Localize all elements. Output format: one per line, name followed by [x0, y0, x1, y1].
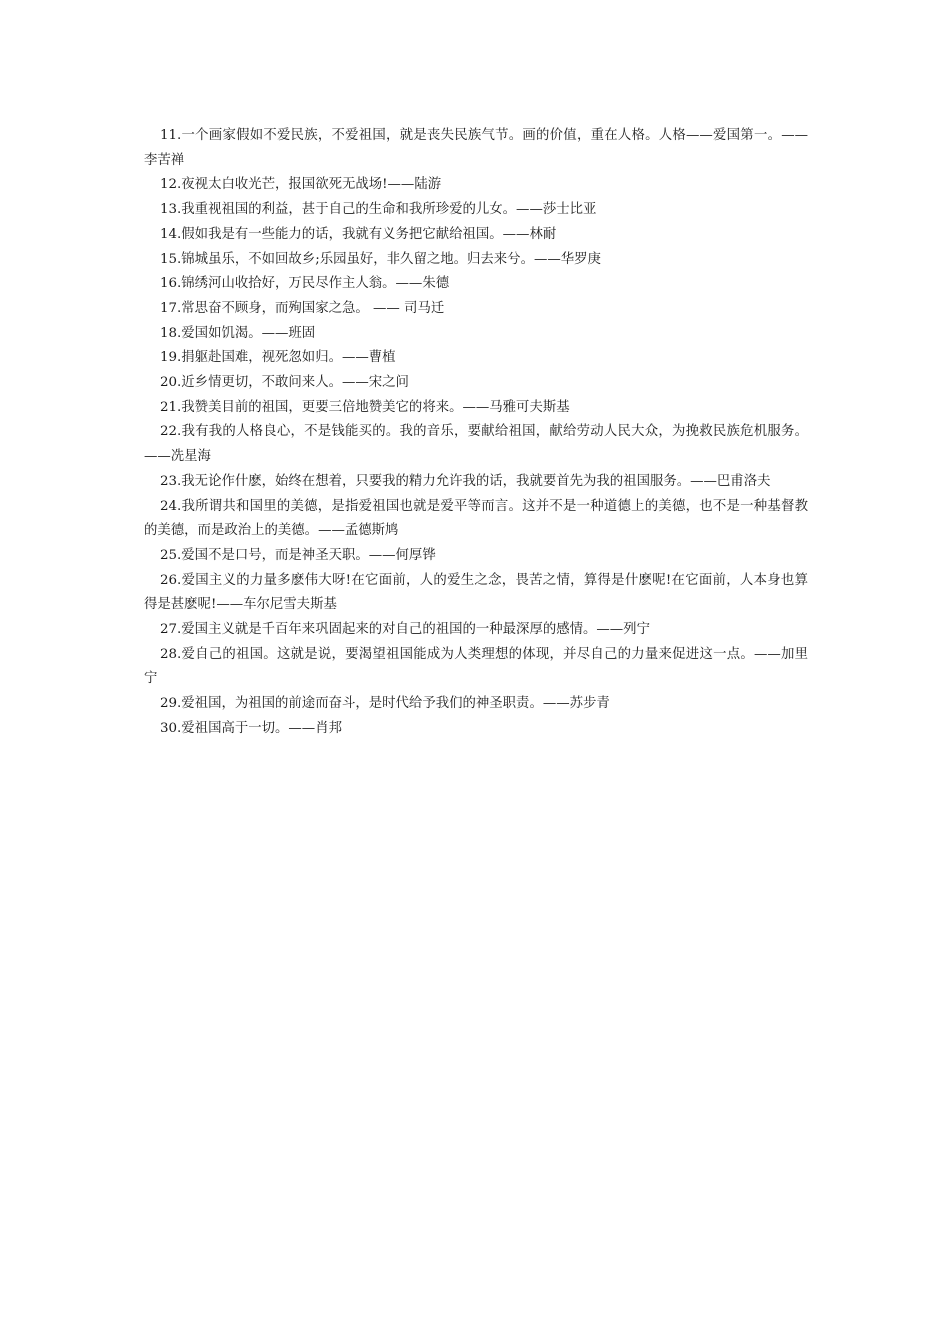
quote-16: 16.锦绣河山收拾好，万民尽作主人翁。——朱德 — [160, 276, 450, 292]
quote-11: 11.一个画家假如不爱民族，不爱祖国，就是丧失民族气节。画的价值，重在人格。人格——爱国第一。——李苦禅 — [144, 128, 808, 168]
quote-25: 25.爱国不是口号，而是神圣天职。——何厚铧 — [160, 547, 436, 563]
quote-20: 20.近乡情更切，不敢问来人。——宋之问 — [160, 375, 409, 391]
quote-14: 14.假如我是有一些能力的话，我就有义务把它献给祖国。——林耐 — [160, 226, 557, 242]
quote-27: 27.爱国主义就是千百年来巩固起来的对自己的祖国的一种最深厚的感情。——列宁 — [160, 622, 650, 638]
quote-22: 22.我有我的人格良心，不是钱能买的。我的音乐，要献给祖国，献给劳动人民大众，为挽救民族危机服务。——冼星海 — [144, 424, 808, 465]
quote-24: 24.我所谓共和国里的美德，是指爱祖国也就是爱平等而言。这并不是一种道德上的美德，也不是一种基督教的美德，而是政治上的美德。——孟德斯鸠 — [144, 498, 808, 539]
quote-28: 28.爱自己的祖国。这就是说，要渴望祖国能成为人类理想的体现，并尽自己的力量来促进这一点。——加里宁 — [144, 646, 808, 687]
quote-18: 18.爱国如饥渴。——班固 — [160, 325, 316, 341]
quote-26: 26.爱国主义的力量多麽伟大呀!在它面前，人的爱生之念，畏苦之情，算得是什麽呢!在它面前，人本身也算得是甚麽呢!——车尔尼雪夫斯基 — [144, 572, 808, 613]
quote-12: 12.夜视太白收光芒，报国欲死无战场!——陆游 — [160, 177, 442, 193]
quote-30: 30.爱祖国高于一切。——肖邦 — [160, 720, 342, 736]
quote-21: 21.我赞美目前的祖国，更要三倍地赞美它的将来。——马雅可夫斯基 — [160, 399, 570, 415]
quote-13: 13.我重视祖国的利益，甚于自己的生命和我所珍爱的儿女。——莎士比亚 — [160, 202, 597, 218]
quote-23: 23.我无论作什麽，始终在想着，只要我的精力允许我的话，我就要首先为我的祖国服务。——巴甫洛夫 — [160, 473, 771, 489]
quote-17: 17.常思奋不顾身，而殉国家之急。 —— 司马迁 — [160, 300, 445, 316]
quote-15: 15.锦城虽乐，不如回故乡;乐园虽好，非久留之地。归去来兮。——华罗庚 — [160, 251, 601, 267]
quote-19: 19.捐躯赴国难，视死忽如归。——曹植 — [160, 350, 396, 366]
quote-29: 29.爱祖国，为祖国的前途而奋斗，是时代给予我们的神圣职责。——苏步青 — [160, 696, 610, 712]
document-body — [144, 124, 808, 742]
